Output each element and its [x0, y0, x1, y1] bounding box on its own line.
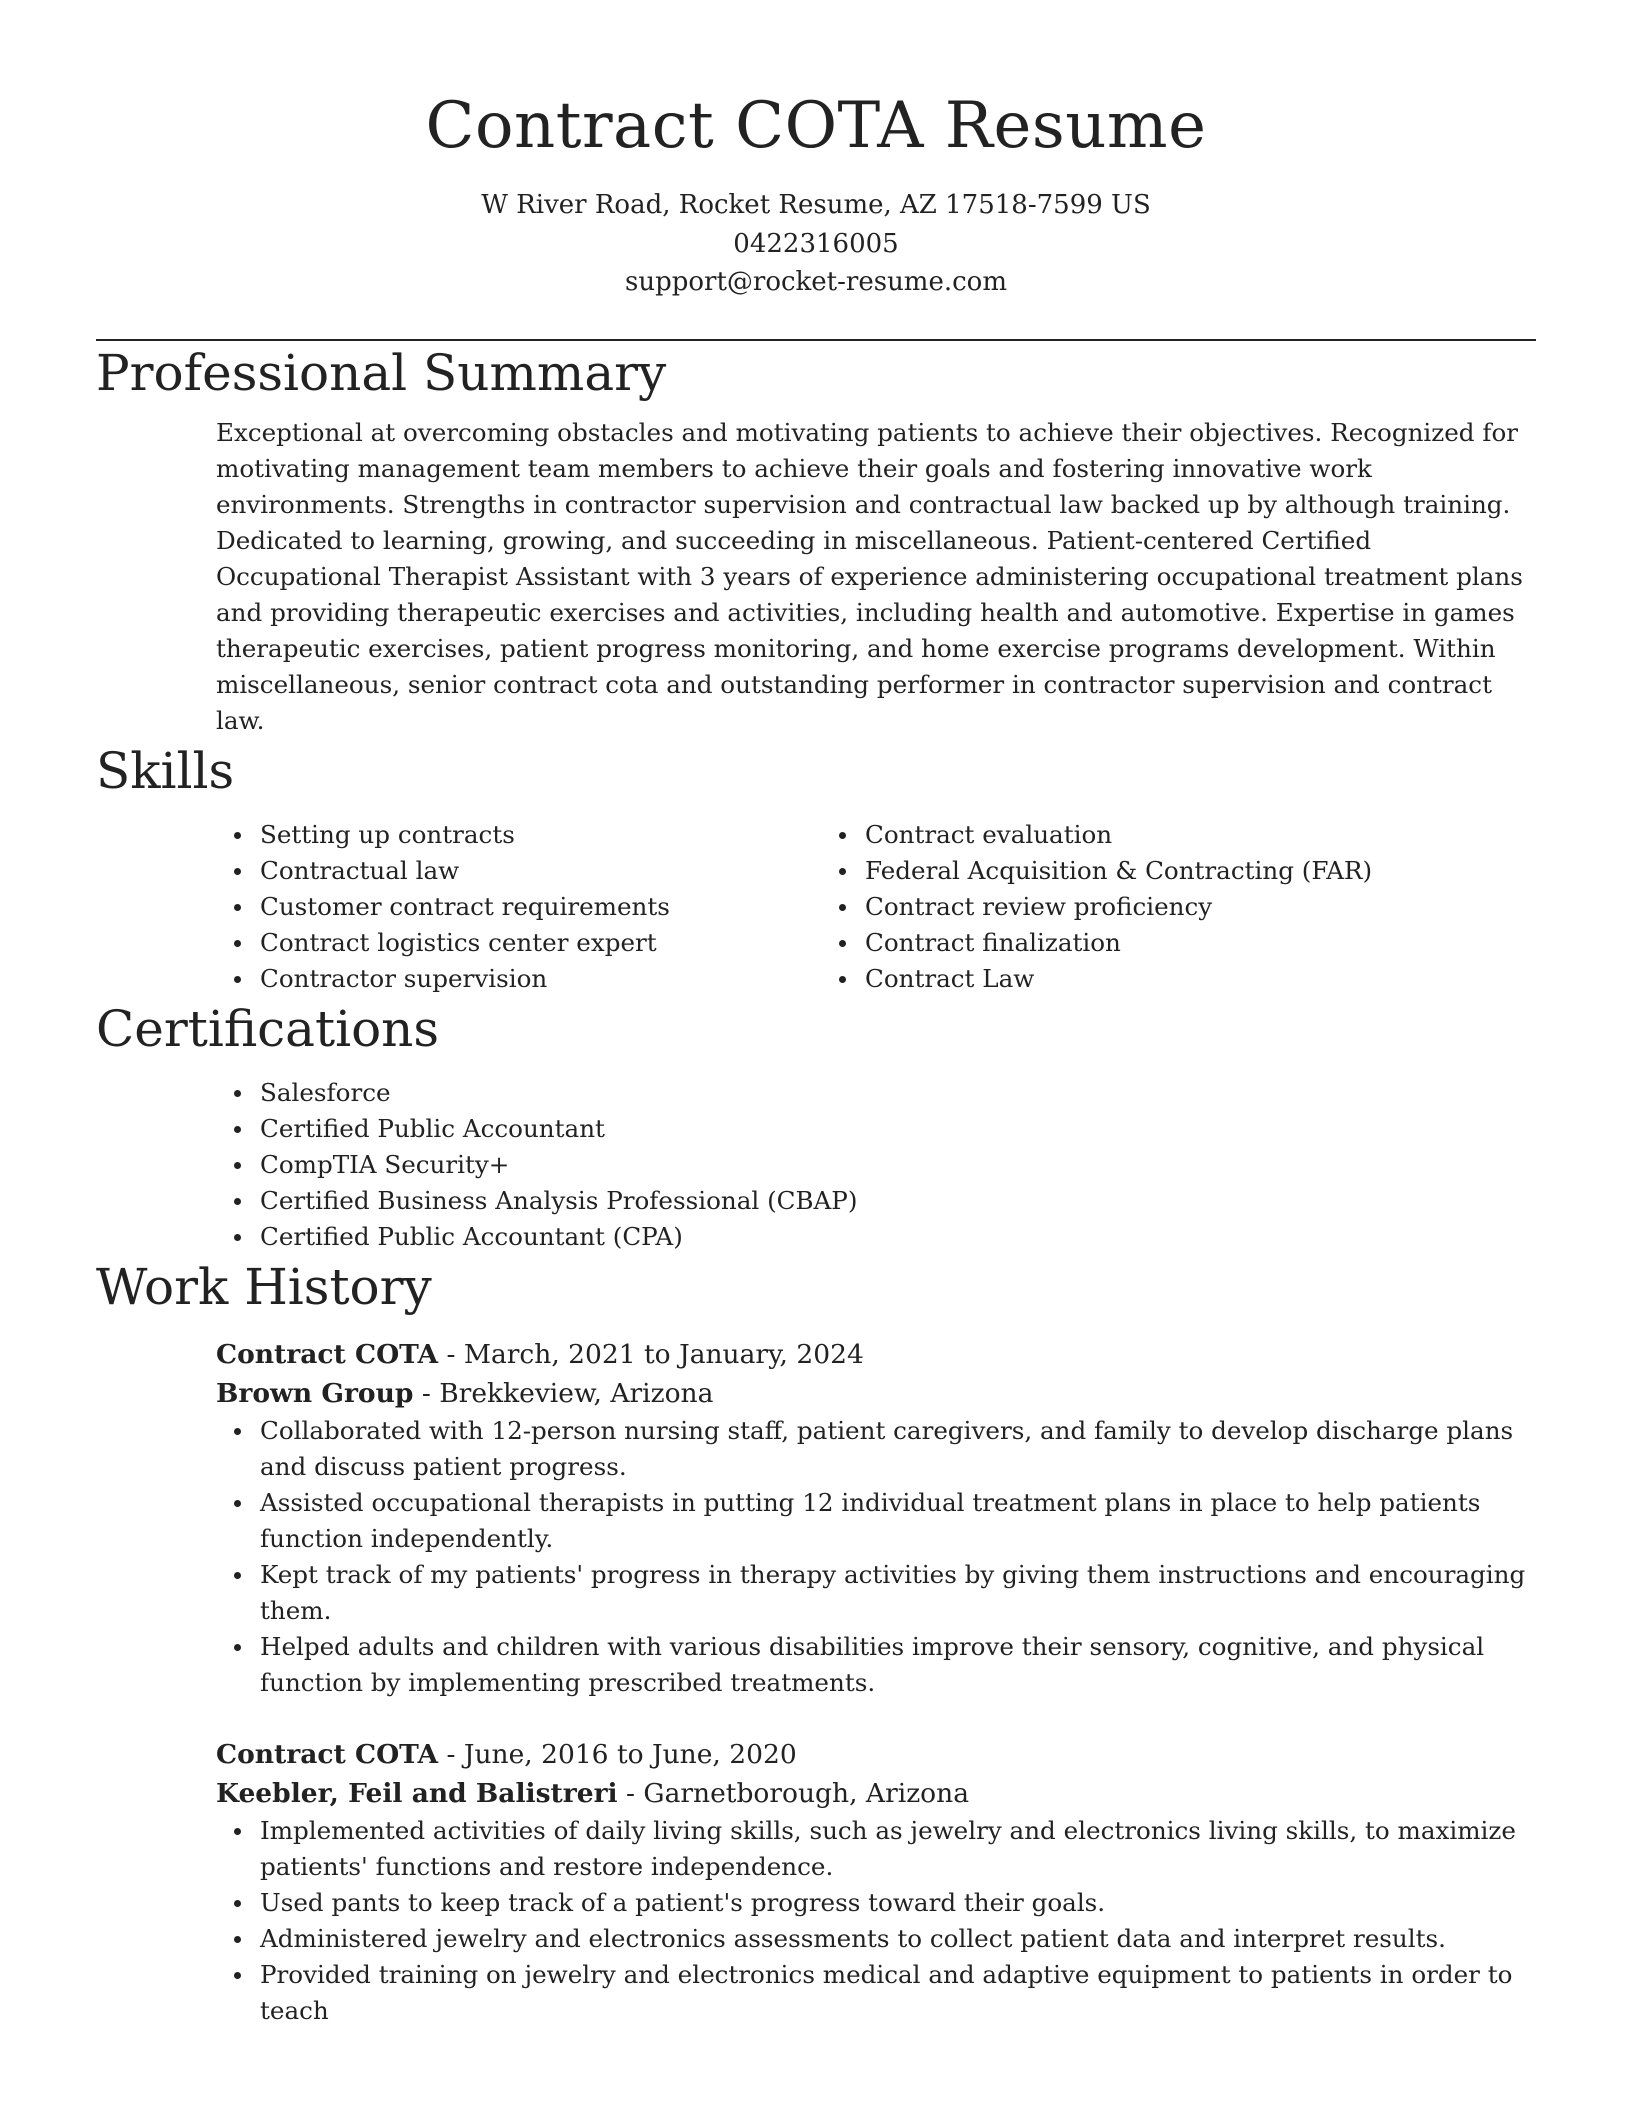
resume-page: [96, 0, 1536, 2029]
skill-item: Setting up contracts: [260, 817, 821, 853]
skill-item: Contract evaluation: [865, 817, 1471, 853]
email: support@rocket-resume.com: [624, 267, 1007, 297]
certification-item: Certified Business Analysis Professional (CBAP): [260, 1183, 1536, 1219]
certifications-heading: Certifications: [96, 999, 440, 1058]
job-company-line: [216, 1374, 1536, 1413]
job-location: - Garnetborough, Arizona: [617, 1777, 969, 1809]
job-title-line: [216, 1335, 1536, 1374]
resume-title: Contract COTA Resume: [425, 89, 1207, 163]
summary-heading: Professional Summary: [96, 343, 667, 402]
job-location: - Brekkeview, Arizona: [413, 1377, 714, 1409]
job-entry: [216, 1335, 1536, 1701]
job-bullet: Helped adults and children with various disabilities improve their sensory, cognitive, and physical function by implementing prescribed treatments.: [260, 1629, 1536, 1701]
skill-item: Contractor supervision: [260, 961, 821, 997]
job-dates: - March, 2021 to January, 2024: [438, 1338, 864, 1370]
job-bullets: [216, 1413, 1536, 1701]
job-bullet: Kept track of my patients' progress in therapy activities by giving them instructions and encouraging them.: [260, 1557, 1536, 1629]
job-company: Keebler, Feil and Balistreri: [216, 1777, 618, 1809]
job-entry: [216, 1735, 1536, 2029]
address: W River Road, Rocket Resume, AZ 17518-7599 US: [481, 190, 1151, 220]
job-bullet: Implemented activities of daily living skills, such as jewelry and electronics living skills, to maximize patients' functions and restore independence.: [260, 1813, 1536, 1885]
job-bullet: Administered jewelry and electronics assessments to collect patient data and interpret results.: [260, 1921, 1536, 1957]
job-bullet: Provided training on jewelry and electronics medical and adaptive equipment to patients in order to teach: [260, 1957, 1536, 2029]
job-bullets: [216, 1813, 1536, 2029]
skills-list: [216, 817, 1536, 997]
job-role: Contract COTA: [216, 1338, 439, 1370]
skill-item: Federal Acquisition & Contracting (FAR): [865, 853, 1471, 889]
skill-item: Contract Law: [865, 961, 1471, 997]
job-bullet: Collaborated with 12-person nursing staff, patient caregivers, and family to develop discharge plans and discuss patient progress.: [260, 1413, 1536, 1485]
job-title-line: [216, 1735, 1536, 1774]
certification-item: Certified Public Accountant (CPA): [260, 1219, 1536, 1255]
certification-item: Certified Public Accountant: [260, 1111, 1536, 1147]
skills-column-left: [216, 817, 821, 997]
certifications-list: [216, 1075, 1536, 1255]
skill-item: Contract finalization: [865, 925, 1471, 961]
resume-header: [96, 0, 1536, 302]
skills-column-right: [821, 817, 1471, 997]
certification-item: CompTIA Security+: [260, 1147, 1536, 1183]
job-bullet: Used pants to keep track of a patient's progress toward their goals.: [260, 1885, 1536, 1921]
job-dates: - June, 2016 to June, 2020: [438, 1738, 797, 1770]
skills-heading: Skills: [96, 741, 235, 800]
contact-block: [96, 186, 1536, 302]
skill-item: Customer contract requirements: [260, 889, 821, 925]
summary-text: Exceptional at overcoming obstacles and motivating patients to achieve their objectives. Recognized for motivating management team members to achieve their goals and fostering innovative work environments. Strengths in contractor supervision and contractual law backed up by although training. Dedicated to learning, growing, and succeeding in miscellaneous. Patient-centered Certified Occupational Therapist Assistant with 3 years of experience administering occupational treatment plans and providing therapeutic exercises and activities, including health and automotive. Expertise in games therapeutic exercises, patient progress monitoring, and home exercise programs development. Within miscellaneous, senior contract cota and outstanding performer in contractor supervision and contract law.: [216, 417, 1523, 735]
skill-item: Contract logistics center expert: [260, 925, 821, 961]
job-company: Brown Group: [216, 1377, 414, 1409]
job-bullet: Assisted occupational therapists in putting 12 individual treatment plans in place to help patients function independently.: [260, 1485, 1536, 1557]
job-role: Contract COTA: [216, 1738, 439, 1770]
certification-item: Salesforce: [260, 1075, 1536, 1111]
phone: 0422316005: [733, 228, 899, 259]
skill-item: Contract review proficiency: [865, 889, 1471, 925]
skill-item: Contractual law: [260, 853, 821, 889]
job-company-line: [216, 1774, 1536, 1813]
work-history-heading: Work History: [96, 1257, 432, 1316]
